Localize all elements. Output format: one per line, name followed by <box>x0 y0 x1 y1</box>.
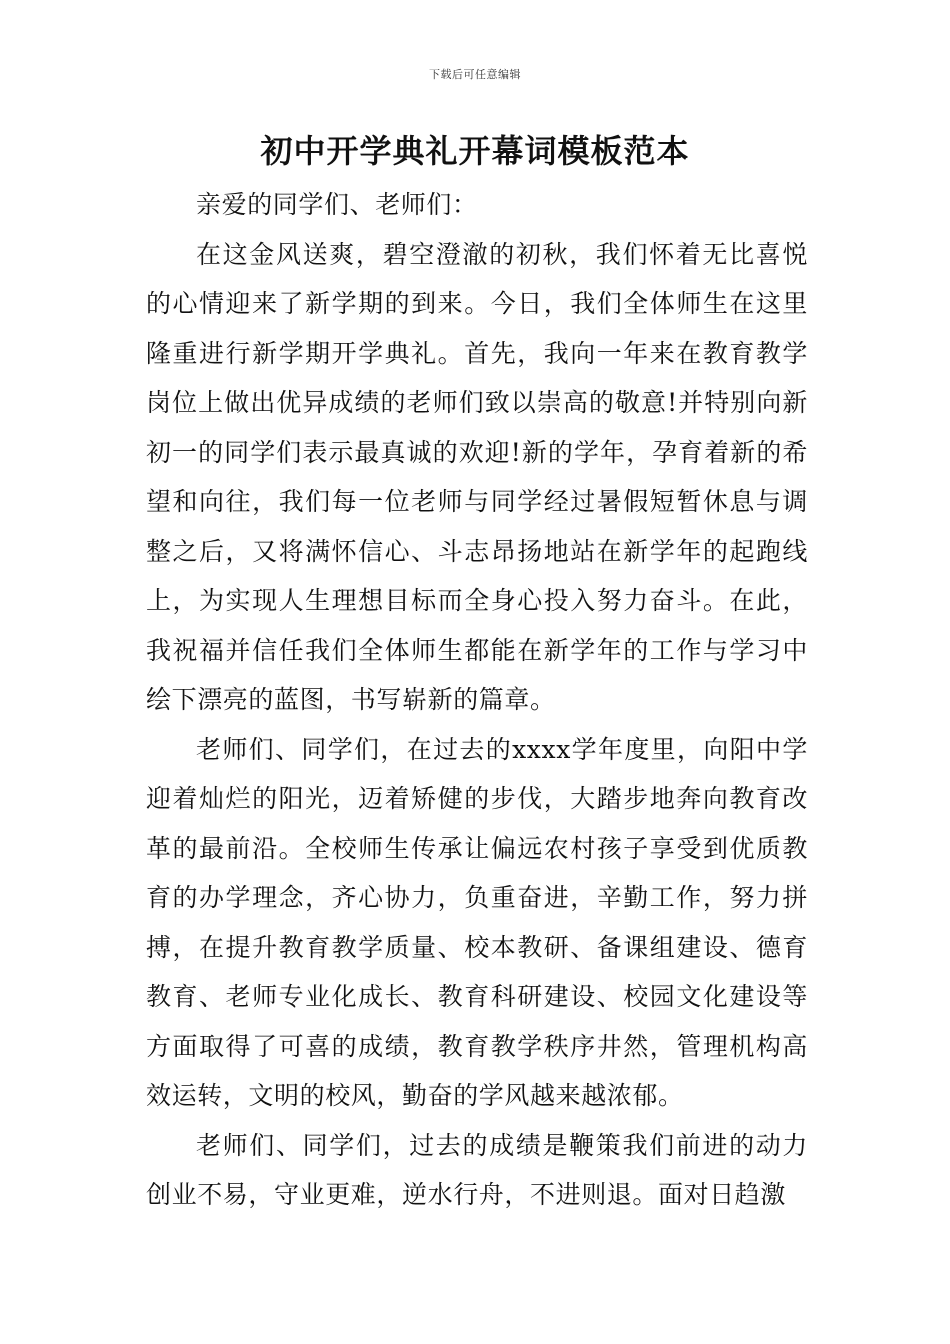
paragraph-3: 老师们、同学们，过去的成绩是鞭策我们前进的动力创业不易，守业更难，逆水行舟，不进则退。面对日趋激 <box>146 1130 808 1209</box>
paragraph-2: 老师们、同学们，在过去的xxxx学年度里，向阳中学迎着灿烂的阳光，迈着矫健的步伐，大踏步地奔向教育改革的最前沿。全校师生传承让偏远农村孩子享受到优质教育的办学理念，齐心协力，负重奋进，辛勤工作，努力拼搏，在提升教育教学质量、校本教研、备课组建设、德育教育、老师专业化成长、教育科研建设、校园文化建设等方面取得了可喜的成绩，教育教学秩序井然，管理机构高效运转，文明的校风，勤奋的学风越来越浓郁。 <box>146 734 808 1110</box>
paragraph-1: 在这金风送爽，碧空澄澈的初秋，我们怀着无比喜悦的心情迎来了新学期的到来。今日，我们全体师生在这里隆重进行新学期开学典礼。首先，我向一年来在教育教学岗位上做出优异成绩的老师们致以崇高的敬意!并特别向新初一的同学们表示最真诚的欢迎!新的学年，孕育着新的希望和向往，我们每一位老师与同学经过暑假短暂休息与调整之后，又将满怀信心、斗志昂扬地站在新学年的起跑线上，为实现人生理想目标而全身心投入努力奋斗。在此，我祝福并信任我们全体师生都能在新学年的工作与学习中绘下漂亮的蓝图，书写崭新的篇章。 <box>146 239 808 714</box>
header-note: 下载后可任意编辑 <box>429 68 521 81</box>
salutation: 亲爱的同学们、老师们： <box>196 190 478 219</box>
document-title: 初中开学典礼开幕词模板范本 <box>260 132 690 170</box>
document-body <box>146 180 808 1220</box>
